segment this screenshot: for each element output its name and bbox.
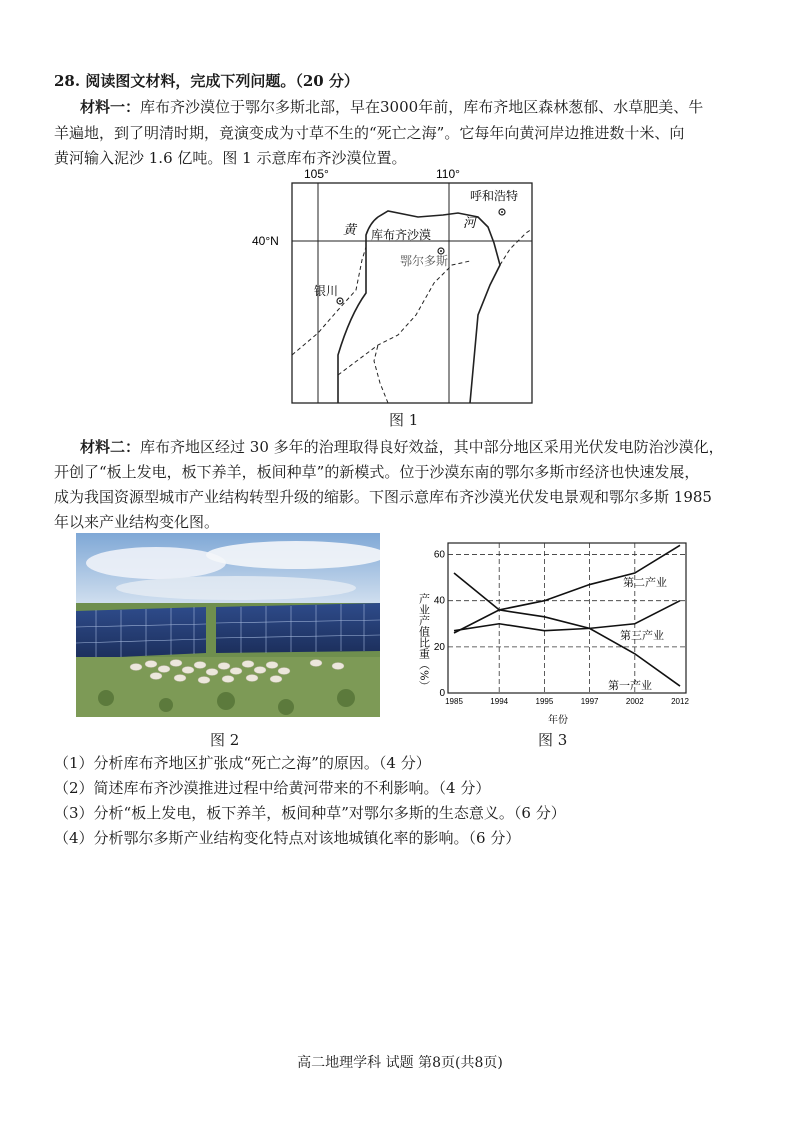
series-lines: [454, 545, 680, 686]
grid-vertical: [499, 543, 635, 693]
material2-line-2: 开创了“板上发电，板下养羊，板间种草”的新模式。位于沙漠东南的鄂尔多斯市经济也快速发展，: [54, 463, 700, 481]
x-tick-label: 1994: [490, 697, 509, 706]
x-tick-label: 1997: [580, 697, 599, 706]
series-label-tertiary: 第三产业: [620, 629, 664, 642]
material1-label: 材料一：: [80, 98, 141, 116]
lat-label-40n: 40°N: [252, 234, 279, 248]
river-label-huang: 黄: [343, 223, 357, 238]
sub-question-2: （2）简述库布齐沙漠推进过程中给黄河带来的不利影响。（4 分）: [54, 779, 491, 797]
material2-text-1: 库布齐地区经过 30 多年的治理取得良好效益，其中部分地区采用光伏发电防治沙漠化，: [140, 438, 724, 456]
material2-line-1: [80, 436, 724, 457]
x-tick-labels: [445, 697, 689, 706]
y-tick-label: 60: [433, 549, 445, 561]
material2-line-4: 年以来产业结构变化图。: [54, 513, 220, 531]
question-header: 28. 阅读图文材料，完成下列问题。（20 分）: [54, 72, 359, 90]
solar-farm-illustration: [76, 533, 380, 717]
series-label-secondary: 第二产业: [623, 576, 667, 589]
series-label-primary: 第一产业: [608, 679, 652, 692]
fig3-caption: 图 3: [538, 731, 568, 749]
yinchuan-marker-dot: [339, 300, 341, 302]
location-map: [238, 165, 538, 405]
lon-label-110: 110°: [436, 167, 460, 181]
sub-question-3: （3）分析“板上发电，板下养羊，板间种草”对鄂尔多斯的生态意义。（6 分）: [54, 804, 566, 822]
y-axis-label: 产业产值比重（%）: [417, 593, 431, 692]
sub-question-1: （1）分析库布齐地区扩张成“死亡之海”的原因。（4 分）: [54, 754, 431, 772]
y-tick-label: 20: [433, 641, 445, 653]
cloud: [116, 576, 356, 600]
y-tick-labels: [434, 550, 446, 699]
cloud: [206, 541, 380, 569]
fig2-caption: 图 2: [210, 731, 240, 749]
solar-farm-photo: [76, 533, 380, 717]
page-footer: 高二地理学科 试题 第8页(共8页): [297, 1055, 503, 1071]
x-tick-label: 2002: [625, 697, 644, 706]
yinchuan-label: 银川: [314, 284, 339, 298]
solar-panel-row-left: [76, 607, 206, 659]
material1-line-3: 黄河输入泥沙 1.6 亿吨。图 1 示意库布齐沙漠位置。: [54, 149, 407, 167]
ordos-label: 鄂尔多斯: [400, 254, 449, 268]
material1-line-2: 羊遍地，到了明清时期，竟演变成为寸草不生的“死亡之海”。它每年向黄河岸边推进数十米、向: [54, 124, 685, 142]
sub-question-4: （4）分析鄂尔多斯产业结构变化特点对该地城镇化率的影响。（6 分）: [54, 829, 521, 847]
ordos-marker-dot: [440, 250, 442, 252]
hohhot-marker-dot: [501, 211, 503, 213]
hohhot-label: 呼和浩特: [470, 189, 519, 203]
material2-line-3: 成为我国资源型城市产业结构转型升级的缩影。下图示意库布齐沙漠光伏发电景观和鄂尔多斯 1985: [54, 488, 712, 506]
material2-label: 材料二：: [80, 438, 141, 456]
river-label-he: 河: [463, 216, 477, 231]
province-border-south: [338, 261, 470, 375]
material1-text-1: 库布齐沙漠位于鄂尔多斯北部，早在3000年前，库布齐地区森林葱郁、水草肥美、牛: [140, 98, 704, 116]
x-tick-label: 1995: [535, 697, 554, 706]
industry-structure-chart: [410, 535, 695, 725]
y-tick-label: 0: [439, 688, 445, 699]
material1-line-1: [80, 96, 703, 117]
series-line-1: [454, 545, 680, 633]
fig1-caption: 图 1: [389, 411, 419, 429]
x-tick-label: 2012: [671, 697, 689, 706]
cloud: [86, 547, 226, 579]
desert-label: 库布齐沙漠: [371, 228, 432, 242]
lon-label-105: 105°: [304, 167, 329, 181]
x-axis-label: 年份: [548, 715, 568, 725]
x-tick-label: 1985: [445, 697, 463, 706]
province-border-south-2: [374, 345, 388, 403]
y-tick-label: 40: [433, 595, 445, 607]
solar-panel-row-right: [216, 603, 380, 653]
province-border-west: [292, 247, 366, 355]
province-border-east: [500, 229, 532, 265]
